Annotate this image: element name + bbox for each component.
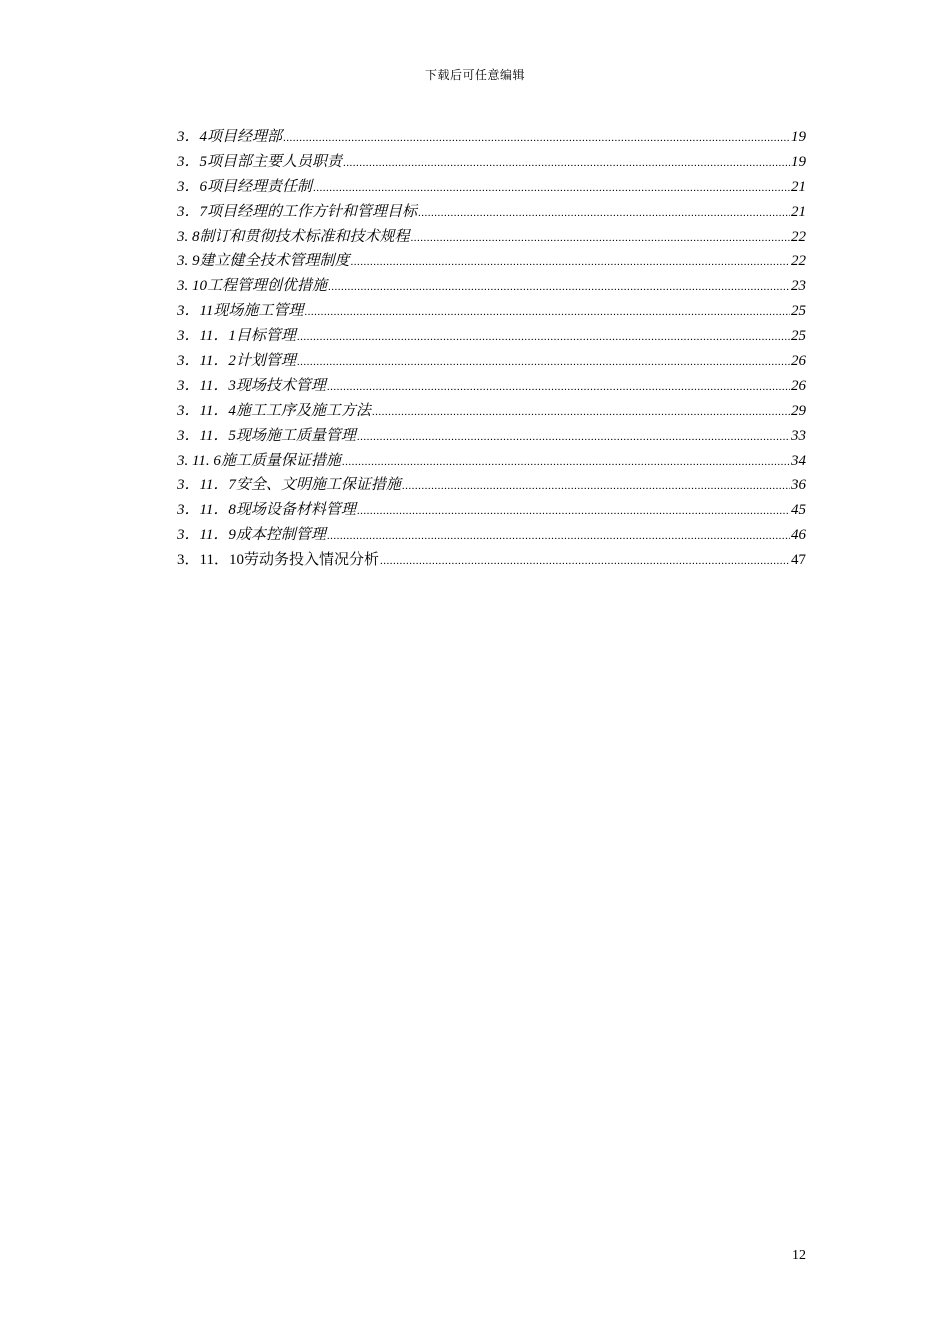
- toc-leader-dots: [351, 250, 790, 275]
- toc-entry-page: 21: [791, 203, 806, 220]
- page-number: 12: [792, 1248, 806, 1263]
- toc-entry-label: 3．7项目经理的工作方针和管理目标: [177, 203, 418, 220]
- toc-entry-label: 3．11．5现场施工质量管理: [177, 427, 356, 444]
- toc-entry-page: 25: [791, 303, 806, 320]
- toc-leader-dots: [380, 549, 790, 574]
- toc-leader-dots: [313, 176, 790, 201]
- toc-leader-dots: [297, 350, 790, 375]
- toc-leader-dots: [327, 524, 790, 549]
- toc-leader-dots: [411, 226, 790, 251]
- toc-entry-label: 3．4项目经理部: [177, 129, 283, 145]
- toc-entry-label: 3．6项目经理责任制: [177, 178, 313, 195]
- toc-entry-label: 3．11．1目标管理: [177, 328, 296, 345]
- toc-leader-dots: [418, 201, 790, 226]
- toc-entry[interactable]: [177, 200, 806, 225]
- toc-entry-page: 45: [791, 502, 806, 519]
- toc-entry-page: 22: [791, 228, 806, 245]
- toc-entry-page: 26: [791, 353, 806, 370]
- toc-entry[interactable]: [177, 349, 806, 374]
- toc-entry-page: 19: [791, 153, 806, 170]
- toc-entry-label: 3．5项目部主要人员职责: [177, 153, 343, 170]
- toc-entry[interactable]: [177, 175, 806, 200]
- toc-entry[interactable]: [177, 424, 806, 449]
- toc-entry-label: 3．11．10劳动务投入情况分析: [177, 552, 379, 569]
- toc-entry-page: 29: [791, 402, 806, 419]
- toc-entry-page: 19: [791, 129, 806, 145]
- toc-entry-label: 3．11．3现场技术管理: [177, 377, 326, 394]
- toc-entry[interactable]: [177, 523, 806, 548]
- toc-entry-label: 3．11．2计划管理: [177, 353, 296, 370]
- toc-entry-page: 26: [791, 377, 806, 394]
- toc-entry-page: 22: [791, 253, 806, 270]
- toc-entry-page: 46: [791, 527, 806, 544]
- toc-entry[interactable]: [177, 274, 806, 299]
- toc-entry[interactable]: [177, 399, 806, 424]
- toc-entry-label: 3．11．8现场设备材料管理: [177, 502, 356, 519]
- table-of-contents: [177, 125, 806, 573]
- toc-entry[interactable]: [177, 125, 806, 150]
- toc-entry[interactable]: [177, 449, 806, 474]
- toc-leader-dots: [402, 474, 790, 499]
- toc-entry-label: 3. 9建立健全技术管理制度: [177, 253, 350, 270]
- header-note: 下载后可任意编辑: [424, 68, 525, 82]
- toc-entry-page: 25: [791, 328, 806, 345]
- toc-leader-dots: [357, 425, 790, 450]
- toc-entry[interactable]: [177, 150, 806, 175]
- toc-leader-dots: [357, 499, 790, 524]
- toc-leader-dots: [328, 275, 790, 300]
- toc-entry-label: 3. 8制订和贯彻技术标准和技术规程: [177, 228, 410, 245]
- toc-entry-label: 3．11现场施工管理: [177, 303, 304, 320]
- toc-leader-dots: [304, 300, 790, 325]
- toc-entry-label: 3．11．9成本控制管理: [177, 527, 326, 544]
- toc-leader-dots: [283, 126, 790, 151]
- toc-entry-page: 33: [791, 427, 806, 444]
- toc-entry-label: 3．11．4施工工序及施工方法: [177, 402, 371, 419]
- toc-entry-label: 3．11．7安全、文明施工保证措施: [177, 477, 401, 494]
- toc-entry-label: 3. 10工程管理创优措施: [177, 278, 328, 295]
- toc-leader-dots: [327, 375, 790, 400]
- toc-entry[interactable]: [177, 299, 806, 324]
- toc-entry[interactable]: [177, 498, 806, 523]
- toc-entry-page: 47: [791, 552, 806, 569]
- toc-leader-dots: [372, 400, 790, 425]
- toc-entry[interactable]: [177, 225, 806, 250]
- toc-leader-dots: [342, 450, 790, 475]
- toc-entry[interactable]: [177, 548, 806, 573]
- toc-entry-page: 36: [791, 477, 806, 494]
- toc-entry-label: 3. 11. 6施工质量保证措施: [177, 452, 341, 469]
- toc-entry-page: 23: [791, 278, 806, 295]
- toc-leader-dots: [297, 325, 790, 350]
- toc-entry-page: 21: [791, 178, 806, 195]
- toc-entry[interactable]: [177, 473, 806, 498]
- toc-entry[interactable]: [177, 324, 806, 349]
- toc-leader-dots: [343, 151, 790, 176]
- toc-entry[interactable]: [177, 249, 806, 274]
- toc-entry-page: 34: [791, 452, 806, 469]
- toc-entry[interactable]: [177, 374, 806, 399]
